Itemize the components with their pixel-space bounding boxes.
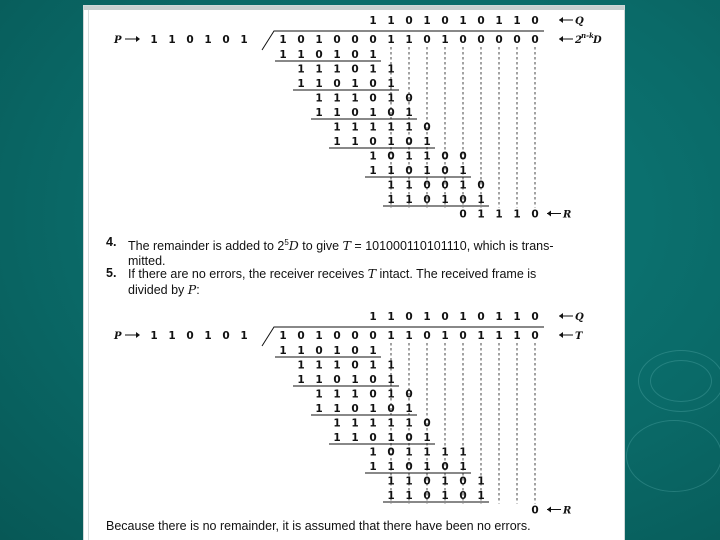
dividend-bit: 1	[405, 34, 413, 46]
working-bit: 1	[495, 208, 503, 221]
working-bit: 1	[333, 63, 341, 76]
quotient-label: Q	[575, 312, 584, 323]
working-bit: 1	[369, 63, 377, 76]
working-bit: 1	[333, 345, 341, 357]
quotient-bit: 0	[405, 311, 413, 323]
working-bit: 1	[387, 78, 395, 90]
working-bit: 1	[423, 136, 431, 148]
textbook-page	[84, 6, 624, 540]
arrow-head	[547, 211, 551, 217]
working-bit: 1	[387, 388, 395, 401]
working-bit: 1	[315, 388, 323, 401]
dividend-bit: 0	[495, 34, 503, 46]
working-bit: 1	[297, 63, 305, 76]
dividend-bit: 0	[531, 34, 539, 46]
working-bit: 1	[387, 374, 395, 386]
dividend-label-exponent: n-k	[581, 31, 594, 40]
working-bit: 1	[459, 179, 467, 192]
working-bit: 1	[387, 194, 395, 206]
working-bit: 0	[315, 49, 323, 61]
quotient-bit: 0	[441, 15, 449, 27]
working-bit: 1	[333, 359, 341, 372]
dividend-bit: 0	[477, 34, 485, 46]
working-bit: 1	[423, 165, 431, 177]
divisor-bit: 1	[150, 34, 158, 46]
step-number: 5.	[106, 266, 117, 280]
divisor-bit: 1	[168, 34, 176, 46]
working-bit: 1	[405, 446, 413, 459]
working-bit: 0	[333, 374, 341, 386]
quotient-bit: 1	[387, 15, 395, 27]
working-bit: 0	[405, 92, 413, 105]
working-bit: 1	[297, 374, 305, 386]
working-bit: 1	[315, 374, 323, 386]
working-bit: 1	[369, 49, 377, 61]
divisor-bit: 1	[204, 34, 212, 46]
working-bit: 0	[351, 49, 359, 61]
working-bit: 0	[369, 78, 377, 90]
working-bit: 1	[333, 121, 341, 134]
working-bit: 0	[459, 194, 467, 206]
remainder-label: R	[563, 505, 572, 517]
quotient-bit: 1	[513, 15, 521, 27]
quotient-bit: 1	[387, 311, 395, 323]
working-bit: 1	[297, 49, 305, 61]
working-bit: 1	[369, 461, 377, 473]
quotient-bit: 0	[477, 15, 485, 27]
working-bit: 0	[369, 92, 377, 105]
working-bit: 1	[405, 179, 413, 192]
working-bit: 1	[387, 475, 395, 488]
working-bit: 1	[297, 78, 305, 90]
working-bit: 0	[333, 78, 341, 90]
divisor-bit: 1	[168, 330, 176, 342]
working-bit: 0	[423, 194, 431, 206]
quotient-bit: 0	[405, 15, 413, 27]
arrow-head	[559, 36, 563, 42]
working-bit: 1	[441, 194, 449, 206]
step-text: The remainder is added to $2^5D$ to give T = 101000110101110, which is trans- mitted.	[128, 238, 554, 269]
step-number: 4.	[106, 235, 117, 249]
working-bit: 1	[441, 475, 449, 488]
divisor-bit: 0	[222, 330, 230, 342]
working-bit: 1	[369, 121, 377, 134]
working-bit: 1	[387, 359, 395, 372]
working-bit: 1	[351, 78, 359, 90]
working-bit: 1	[351, 388, 359, 401]
working-bit: 0	[351, 63, 359, 76]
working-bit: 1	[369, 417, 377, 430]
working-bit: 1	[279, 49, 287, 61]
working-bit: 1	[387, 461, 395, 473]
dividend-bit: 1	[387, 34, 395, 46]
quotient-bit: 0	[531, 311, 539, 323]
dividend-bit: 0	[369, 330, 377, 342]
dividend-bit: 0	[459, 34, 467, 46]
arrow-head	[559, 17, 563, 23]
working-bit: 0	[423, 490, 431, 502]
working-bit: 0	[531, 208, 539, 221]
working-bit: 0	[441, 150, 449, 163]
quotient-bit: 1	[459, 15, 467, 27]
dividend-bit: 0	[333, 34, 341, 46]
working-bit: 1	[351, 136, 359, 148]
working-bit: 1	[405, 150, 413, 163]
working-bit: 0	[477, 179, 485, 192]
working-bit: 0	[405, 165, 413, 177]
dividend-bit: 0	[297, 34, 305, 46]
working-bit: 1	[423, 446, 431, 459]
working-bit: 1	[369, 403, 377, 415]
working-bit: 1	[387, 63, 395, 76]
working-bit: 0	[405, 461, 413, 473]
quotient-bit: 1	[495, 15, 503, 27]
quotient-bit: 1	[369, 311, 377, 323]
dividend-bit: 1	[477, 330, 485, 342]
working-bit: 0	[423, 475, 431, 488]
working-bit: 0	[423, 417, 431, 430]
working-bit: 0	[405, 388, 413, 401]
working-bit: 0	[405, 136, 413, 148]
working-bit: 1	[351, 374, 359, 386]
working-bit: 1	[333, 136, 341, 148]
quotient-bit: 1	[513, 311, 521, 323]
working-bit: 1	[387, 92, 395, 105]
crc-division-sender	[84, 6, 624, 231]
working-bit: 1	[477, 475, 485, 488]
working-bit: 1	[423, 461, 431, 473]
working-bit: 1	[369, 165, 377, 177]
working-bit: 0	[369, 432, 377, 444]
divisor-label: P	[114, 35, 122, 46]
working-bit: 1	[405, 475, 413, 488]
working-bit: 0	[351, 403, 359, 415]
divisor-bit: 1	[204, 330, 212, 342]
working-bit: 1	[387, 490, 395, 502]
working-bit: 0	[441, 461, 449, 473]
working-bit: 1	[477, 208, 485, 221]
arrow-head	[547, 507, 551, 513]
working-bit: 1	[333, 417, 341, 430]
working-bit: 1	[387, 121, 395, 134]
dividend-bit: 1	[513, 330, 521, 342]
working-bit: 0	[441, 165, 449, 177]
working-bit: 0	[387, 107, 395, 119]
working-bit: 0	[423, 121, 431, 134]
working-bit: 0	[351, 107, 359, 119]
quotient-bit: 0	[531, 15, 539, 27]
divisor-bit: 0	[186, 34, 194, 46]
working-bit: 1	[423, 432, 431, 444]
dividend-bit: 1	[279, 330, 287, 342]
dividend-bit: 0	[351, 34, 359, 46]
dividend-bit: 1	[387, 330, 395, 342]
working-bit: 1	[387, 179, 395, 192]
dividend-bit: 0	[333, 330, 341, 342]
working-bit: 1	[477, 490, 485, 502]
working-bit: 1	[405, 121, 413, 134]
working-bit: 1	[405, 107, 413, 119]
quotient-bit: 1	[423, 311, 431, 323]
dividend-bit: 0	[297, 330, 305, 342]
working-bit: 1	[405, 194, 413, 206]
working-bit: 1	[279, 345, 287, 357]
divisor-bit: 0	[186, 330, 194, 342]
working-bit: 0	[405, 432, 413, 444]
dividend-bit: 0	[423, 34, 431, 46]
dividend-label: T	[575, 331, 583, 342]
divisor-label: P	[114, 331, 122, 342]
working-bit: 1	[459, 446, 467, 459]
working-bit: 0	[459, 150, 467, 163]
working-bit: 1	[369, 446, 377, 459]
working-bit: 1	[405, 490, 413, 502]
dividend-bit: 0	[513, 34, 521, 46]
decorative-swirl	[626, 420, 720, 492]
arrow-head	[559, 332, 563, 338]
quotient-label: Q	[575, 16, 584, 27]
dividend-bit: 1	[279, 34, 287, 46]
dividend-bit: 1	[441, 34, 449, 46]
working-bit: 1	[333, 92, 341, 105]
dividend-bit: 0	[531, 330, 539, 342]
working-bit: 0	[369, 374, 377, 386]
divisor-bit: 1	[240, 330, 248, 342]
dividend-label: 2	[575, 35, 582, 46]
dividend-bit: 0	[459, 330, 467, 342]
conclusion-text: Because there is no remainder, it is assumed that there have been no errors.	[106, 519, 531, 533]
working-bit: 0	[369, 388, 377, 401]
dividend-bit: 1	[495, 330, 503, 342]
quotient-bit: 0	[477, 311, 485, 323]
dividend-label: D	[593, 35, 602, 46]
working-bit: 1	[423, 150, 431, 163]
quotient-bit: 1	[423, 15, 431, 27]
working-bit: 1	[297, 345, 305, 357]
working-bit: 1	[369, 345, 377, 357]
working-bit: 0	[387, 150, 395, 163]
working-bit: 0	[387, 446, 395, 459]
decorative-swirl	[638, 350, 720, 412]
working-bit: 1	[459, 165, 467, 177]
arrow-head	[136, 36, 140, 42]
working-bit: 1	[441, 446, 449, 459]
working-bit: 0	[423, 179, 431, 192]
working-bit: 1	[333, 403, 341, 415]
quotient-bit: 1	[459, 311, 467, 323]
working-bit: 1	[297, 359, 305, 372]
working-bit: 1	[315, 63, 323, 76]
arrow-head	[136, 332, 140, 338]
remainder-label: R	[563, 209, 572, 221]
working-bit: 1	[369, 359, 377, 372]
dividend-bit: 0	[423, 330, 431, 342]
working-bit: 0	[351, 345, 359, 357]
dividend-bit: 1	[315, 34, 323, 46]
quotient-bit: 1	[369, 15, 377, 27]
working-bit: 1	[513, 208, 521, 221]
working-bit: 0	[459, 490, 467, 502]
dividend-bit: 0	[351, 330, 359, 342]
working-bit: 0	[369, 136, 377, 148]
working-bit: 1	[315, 92, 323, 105]
working-bit: 1	[459, 461, 467, 473]
working-bit: 1	[477, 194, 485, 206]
dividend-bit: 1	[405, 330, 413, 342]
working-bit: 1	[333, 432, 341, 444]
working-bit: 1	[387, 165, 395, 177]
crc-division-receiver	[84, 302, 624, 517]
divisor-bit: 0	[222, 34, 230, 46]
working-bit: 0	[315, 345, 323, 357]
working-bit: 1	[333, 388, 341, 401]
divisor-bit: 1	[240, 34, 248, 46]
working-bit: 0	[531, 504, 539, 517]
working-bit: 1	[405, 403, 413, 415]
working-bit: 1	[351, 432, 359, 444]
working-bit: 1	[405, 417, 413, 430]
working-bit: 1	[351, 121, 359, 134]
working-bit: 0	[351, 359, 359, 372]
working-bit: 1	[351, 92, 359, 105]
quotient-bit: 0	[441, 311, 449, 323]
dividend-bit: 1	[315, 330, 323, 342]
working-bit: 0	[459, 208, 467, 221]
working-bit: 0	[441, 179, 449, 192]
working-bit: 1	[315, 107, 323, 119]
working-bit: 1	[351, 417, 359, 430]
working-bit: 1	[315, 359, 323, 372]
working-bit: 1	[315, 78, 323, 90]
quotient-bit: 1	[495, 311, 503, 323]
working-bit: 1	[387, 432, 395, 444]
working-bit: 1	[387, 417, 395, 430]
working-bit: 1	[387, 136, 395, 148]
working-bit: 1	[441, 490, 449, 502]
working-bit: 1	[369, 107, 377, 119]
dividend-bit: 0	[369, 34, 377, 46]
working-bit: 1	[369, 150, 377, 163]
divisor-bit: 1	[150, 330, 158, 342]
step-text: If there are no errors, the receiver receives T intact. The received frame is divided by P:	[128, 266, 537, 297]
working-bit: 1	[315, 403, 323, 415]
working-bit: 0	[459, 475, 467, 488]
working-bit: 1	[333, 107, 341, 119]
dividend-bit: 1	[441, 330, 449, 342]
working-bit: 0	[387, 403, 395, 415]
working-bit: 1	[333, 49, 341, 61]
arrow-head	[559, 313, 563, 319]
